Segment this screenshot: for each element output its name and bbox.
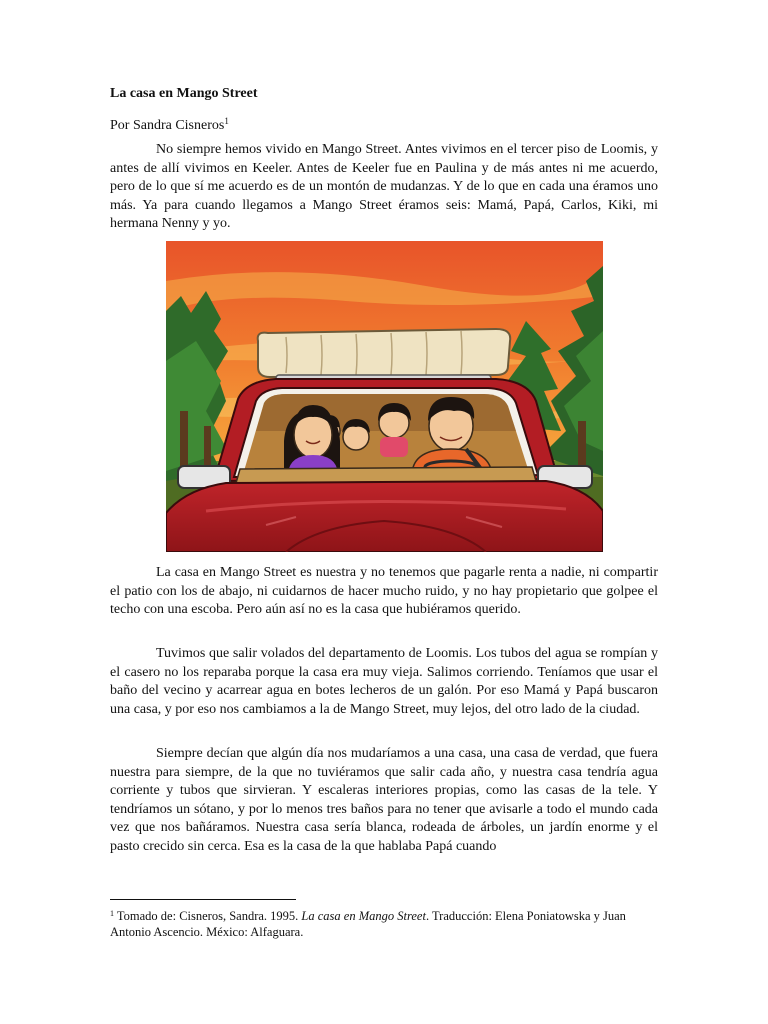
paragraph-4: Siempre decían que algún día nos mudaríamos a una casa, una casa de verdad, que fuera nuestra para siempre, de la que no tuviéramos que salir cada año, y nuestra casa tendría agua corriente y tubos que sirvieran. Y escaleras interiores propias, como las casas de la tele. Y tendríamos un sótano, y por lo menos tres baños para no tener que avisarle a todo el mundo cada vez que nos bañáramos. Nuestra casa sería blanca, rodeada de árboles, un jardín enorme y el pasto crecido sin cerca. Esa es la casa de la que hablaba Papá cuando <box>110 746 658 854</box>
paragraph-3: Tuvimos que salir volados del departamento de Loomis. Los tubos del agua se rompían y el casero no los reparaba porque la casa era muy vieja. Salimos corriendo. Teníamos que usar el baño del vecino y acarrear agua en botes lecheros de un galón. Por eso Mamá y Papá buscaron una casa, y por eso nos cambiamos a la de Mango Street, muy lejos, del otro lado de la ciudad. <box>110 646 658 717</box>
footnote-divider <box>110 899 296 900</box>
footnote-text-after: . Traducción: Elena Poniatowska y Juan Antonio Ascencio. México: Alfaguara. <box>110 909 626 939</box>
car-hood <box>166 481 603 552</box>
footnote-text-before: Tomado de: Cisneros, Sandra. 1995. <box>114 909 302 923</box>
family-car-illustration <box>166 241 603 552</box>
author-line <box>110 116 229 134</box>
footnote <box>110 906 658 940</box>
footnote-marker: 1 <box>110 909 114 918</box>
trees-left <box>166 291 228 481</box>
paragraph-2: La casa en Mango Street es nuestra y no tenemos que pagarle renta a nadie, ni compartir el patio con los de abajo, ni cuidarnos de hacer mucho ruido, y no hay propietario que golpee el techo con una escoba. Pero aún así no es la casa que hubiéramos querido. <box>110 565 658 617</box>
footnote-book-title: La casa en Mango Street <box>301 909 426 923</box>
author-name: Por Sandra Cisneros <box>110 118 225 133</box>
mattress-on-roof <box>258 329 511 377</box>
footnote-reference: 1 <box>224 116 229 126</box>
paragraph-1: No siempre hemos vivido en Mango Street. Antes vivimos en el tercer piso de Loomis, y antes de allí vivimos en Keeler. Antes de Keeler fue en Paulina y de más antes ni me acuerdo, pero de lo que sí me acuerdo es de un montón de mudanzas. Y de lo que en cada una éramos uno más. Ya para cuando llegamos a Mango Street éramos seis: Mamá, Papá, Carlos, Kiki, mi hermana Nenny y yo. <box>110 142 658 231</box>
page-title: La casa en Mango Street <box>110 86 258 101</box>
